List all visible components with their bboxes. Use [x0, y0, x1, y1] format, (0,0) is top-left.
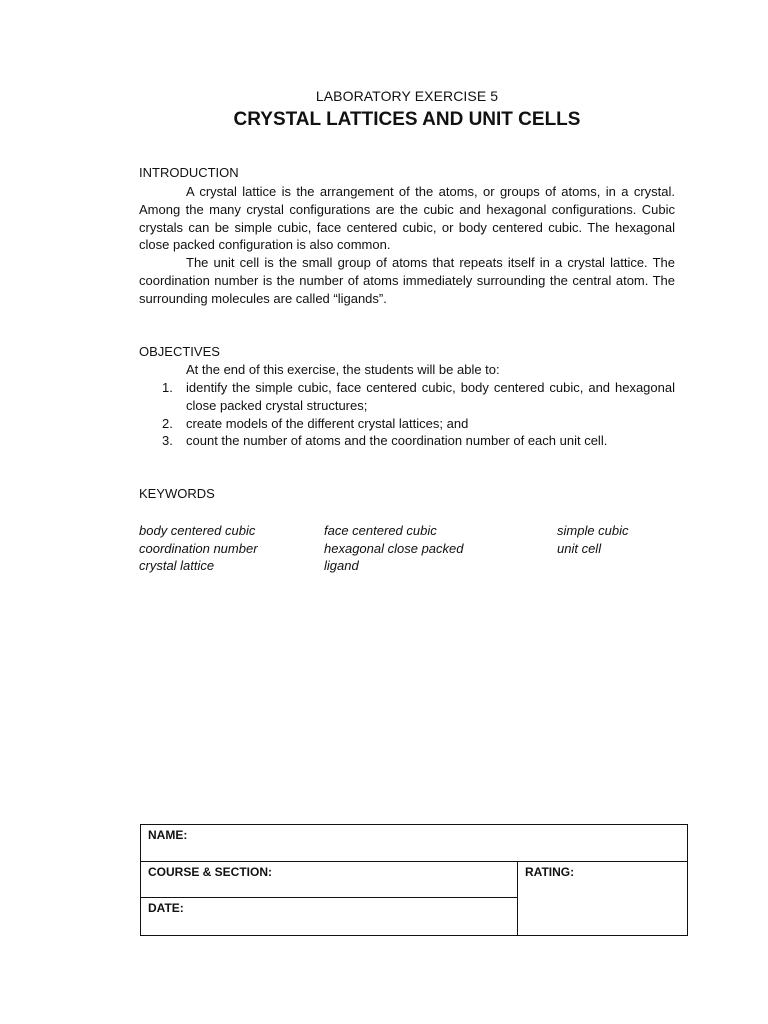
objective-number: 1.: [162, 380, 173, 395]
objective-text: count the number of atoms and the coordination number of each unit cell.: [186, 433, 608, 449]
objective-item: [139, 415, 675, 433]
course-section-label: COURSE & SECTION:: [148, 865, 273, 879]
rating-field[interactable]: [518, 862, 688, 936]
keywords-heading: KEYWORDS: [139, 486, 215, 501]
keyword: face centered cubic: [324, 523, 437, 538]
lab-number: LABORATORY EXERCISE 5: [315, 88, 499, 104]
keyword: ligand: [324, 558, 359, 574]
keyword: simple cubic: [557, 523, 629, 538]
objective-number: 3.: [162, 433, 173, 449]
objectives-heading: OBJECTIVES: [139, 344, 220, 359]
objective-text: create models of the different crystal lattices; and: [186, 415, 469, 431]
introduction-paragraph-2-text: The unit cell is the small group of atoms that repeats itself in a crystal lattice. The coordination number is the number of atoms immediately surrounding the central atom. The surrounding molecules are called “ligands”.: [139, 255, 675, 306]
keyword: crystal lattice: [139, 558, 215, 574]
keyword: [557, 557, 675, 575]
objective-number: 2.: [162, 415, 173, 431]
keyword: unit cell: [557, 540, 602, 556]
objectives-intro: At the end of this exercise, the students will be able to:: [186, 362, 500, 377]
student-info-table: [140, 824, 688, 936]
page-title: CRYSTAL LATTICES AND UNIT CELLS: [233, 109, 581, 130]
introduction-paragraph-1-text: A crystal lattice is the arrangement of the atoms, or groups of atoms, in a crystal. Among the many crystal configurations are the cubic and hexagonal configurations. Cubic crystals can be simple cubic, face centered cubic, or body centered cubic. The hexagonal close packed configuration is also common.: [139, 184, 675, 253]
date-field[interactable]: [141, 898, 518, 936]
objective-item: [139, 379, 675, 415]
introduction-paragraph-2: [139, 254, 675, 307]
name-field[interactable]: [141, 825, 688, 862]
keyword: body centered cubic: [139, 523, 256, 538]
objective-text: identify the simple cubic, face centered cubic, body centered cubic, and hexagonal close packed crystal structures;: [186, 380, 675, 413]
introduction-heading: INTRODUCTION: [139, 165, 239, 180]
keywords-grid: [139, 522, 675, 575]
objectives-list: [139, 379, 675, 450]
objective-item: [139, 432, 675, 450]
keyword: hexagonal close packed: [324, 540, 464, 556]
rating-label: RATING:: [525, 865, 575, 879]
date-label: DATE:: [148, 901, 184, 915]
keyword: coordination number: [139, 540, 258, 556]
name-label: NAME:: [148, 828, 188, 842]
introduction-paragraph-1: [139, 183, 675, 254]
course-section-field[interactable]: [141, 862, 518, 898]
